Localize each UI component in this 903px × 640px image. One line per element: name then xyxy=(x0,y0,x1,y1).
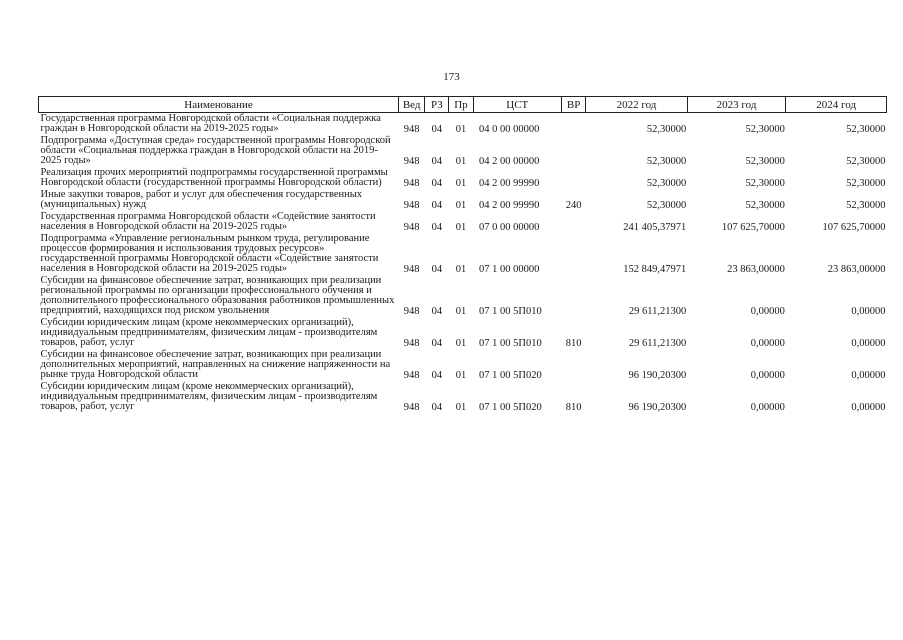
row-ved: 948 xyxy=(403,402,420,413)
row-2023: 23 863,00000 xyxy=(727,264,785,275)
row-2023: 0,00000 xyxy=(750,402,785,413)
row-cst: 07 1 00 00000 xyxy=(479,264,540,275)
header-2022: 2022 год xyxy=(586,97,688,113)
table-row xyxy=(39,381,887,413)
row-name: Иные закупки товаров, работ и услуг для обеспечения государственных (муниципальных) нужд xyxy=(40,189,363,210)
row-rz: 04 xyxy=(431,402,443,413)
row-rz: 04 xyxy=(431,338,443,349)
row-2024: 0,00000 xyxy=(851,402,886,413)
row-vr xyxy=(562,275,586,317)
row-rz: 04 xyxy=(431,124,443,135)
row-cst: 04 2 00 00000 xyxy=(479,156,540,167)
row-pr: 01 xyxy=(455,222,467,233)
row-ved: 948 xyxy=(403,222,420,233)
header-rz: РЗ xyxy=(425,97,449,113)
row-name: Государственная программа Новгородской области «Социальная поддержка граждан в Новгородской области на 2019-2025 годы» xyxy=(40,113,381,134)
table-row xyxy=(39,189,887,211)
row-2022: 152 849,47971 xyxy=(623,264,687,275)
row-cst: 07 1 00 5П010 xyxy=(479,306,542,317)
table-header-row xyxy=(39,97,887,113)
row-vr xyxy=(562,113,586,136)
row-pr: 01 xyxy=(455,306,467,317)
row-vr: 810 xyxy=(565,338,582,349)
row-2024: 0,00000 xyxy=(851,306,886,317)
row-2023: 0,00000 xyxy=(750,306,785,317)
row-ved: 948 xyxy=(403,264,420,275)
row-2023: 52,30000 xyxy=(745,200,785,211)
table-row xyxy=(39,317,887,349)
row-2023: 52,30000 xyxy=(745,156,785,167)
row-vr: 240 xyxy=(565,200,582,211)
row-name: Подпрограмма «Управление региональным рынком труда, регулирование процессов формирования и использования трудовых ресурсов» государственной программы Новгородской области «Содействие занятости населения в Новгородской области на 2019-2025 годы» xyxy=(40,233,379,274)
row-rz: 04 xyxy=(431,264,443,275)
row-vr xyxy=(562,135,586,167)
row-name: Субсидии юридическим лицам (кроме некоммерческих организаций), индивидуальным предпринимателям, физическим лицам - производителям товаров, работ, услуг xyxy=(40,317,378,348)
row-name: Реализация прочих мероприятий подпрограммы государственной программы Новгородской области (государственной программы Новгородской области) xyxy=(40,167,388,188)
row-name: Субсидии на финансовое обеспечение затрат, возникающих при реализации дополнительных мероприятий, направленных на снижение напряженности на рынке труда Новгородской области xyxy=(40,349,391,380)
row-cst: 04 0 00 00000 xyxy=(479,124,540,135)
row-rz: 04 xyxy=(431,370,443,381)
row-2022: 52,30000 xyxy=(646,124,687,135)
row-pr: 01 xyxy=(455,338,467,349)
header-name: Наименование xyxy=(39,97,399,113)
row-cst: 07 0 00 00000 xyxy=(479,222,540,233)
row-2024: 52,30000 xyxy=(846,156,886,167)
row-2022: 241 405,37971 xyxy=(623,222,687,233)
row-cst: 07 1 00 5П020 xyxy=(479,370,542,381)
row-ved: 948 xyxy=(403,338,420,349)
row-2022: 29 611,21300 xyxy=(628,306,687,317)
row-ved: 948 xyxy=(403,200,420,211)
row-rz: 04 xyxy=(431,156,443,167)
row-ved: 948 xyxy=(403,178,420,189)
table-row xyxy=(39,349,887,381)
row-pr: 01 xyxy=(455,402,467,413)
row-cst: 04 2 00 99990 xyxy=(479,178,540,189)
row-cst: 07 1 00 5П010 xyxy=(479,338,542,349)
row-name: Подпрограмма «Доступная среда» государственной программы Новгородской области «Социальная поддержка граждан в Новгородской области на 2019-2025 годы» xyxy=(40,135,391,166)
row-2024: 52,30000 xyxy=(846,178,886,189)
row-2023: 107 625,70000 xyxy=(721,222,785,233)
row-2023: 52,30000 xyxy=(745,178,785,189)
row-2022: 52,30000 xyxy=(646,200,687,211)
row-ved: 948 xyxy=(403,156,420,167)
row-vr: 810 xyxy=(565,402,582,413)
row-2024: 107 625,70000 xyxy=(822,222,886,233)
row-ved: 948 xyxy=(403,124,420,135)
row-name: Субсидии юридическим лицам (кроме некоммерческих организаций), индивидуальным предпринимателям, физическим лицам - производителям товаров, работ, услуг xyxy=(40,381,378,412)
row-pr: 01 xyxy=(455,124,467,135)
header-2023: 2023 год xyxy=(687,97,786,113)
table-row xyxy=(39,167,887,189)
row-vr xyxy=(562,211,586,233)
row-2024: 0,00000 xyxy=(851,338,886,349)
row-2024: 23 863,00000 xyxy=(827,264,886,275)
header-vr: ВР xyxy=(562,97,586,113)
row-pr: 01 xyxy=(455,264,467,275)
header-2024: 2024 год xyxy=(786,97,887,113)
table-row xyxy=(39,233,887,275)
row-2022: 96 190,20300 xyxy=(628,402,687,413)
row-name: Субсидии на финансовое обеспечение затрат, возникающих при реализации региональной программы по организации профессионального обучения и дополнительного профессионального образования работников промышленных предприятий, находящихся под риском увольнения xyxy=(40,275,395,316)
row-rz: 04 xyxy=(431,306,443,317)
row-2022: 29 611,21300 xyxy=(628,338,687,349)
row-pr: 01 xyxy=(455,370,467,381)
row-rz: 04 xyxy=(431,222,443,233)
row-2024: 0,00000 xyxy=(851,370,886,381)
row-2024: 52,30000 xyxy=(846,124,886,135)
row-ved: 948 xyxy=(403,370,420,381)
row-2023: 0,00000 xyxy=(750,370,785,381)
row-cst: 04 2 00 99990 xyxy=(479,200,540,211)
table-row xyxy=(39,211,887,233)
row-2022: 52,30000 xyxy=(646,156,687,167)
row-vr xyxy=(562,167,586,189)
row-2022: 96 190,20300 xyxy=(628,370,687,381)
header-ved: Вед xyxy=(399,97,425,113)
table-row xyxy=(39,113,887,136)
table-row xyxy=(39,275,887,317)
row-pr: 01 xyxy=(455,156,467,167)
table-row xyxy=(39,135,887,167)
row-rz: 04 xyxy=(431,178,443,189)
row-pr: 01 xyxy=(455,200,467,211)
header-pr: Пр xyxy=(449,97,473,113)
page-number: 173 xyxy=(443,71,460,83)
row-name: Государственная программа Новгородской области «Содействие занятости населения в Новгородской области на 2019-2025 годы» xyxy=(40,211,376,232)
row-vr xyxy=(562,349,586,381)
row-2022: 52,30000 xyxy=(646,178,687,189)
header-cst: ЦСТ xyxy=(473,97,562,113)
budget-table xyxy=(38,96,887,413)
row-vr xyxy=(562,233,586,275)
row-2023: 52,30000 xyxy=(745,124,785,135)
row-pr: 01 xyxy=(455,178,467,189)
row-2023: 0,00000 xyxy=(750,338,785,349)
row-2024: 52,30000 xyxy=(846,200,886,211)
row-rz: 04 xyxy=(431,200,443,211)
row-ved: 948 xyxy=(403,306,420,317)
row-cst: 07 1 00 5П020 xyxy=(479,402,542,413)
